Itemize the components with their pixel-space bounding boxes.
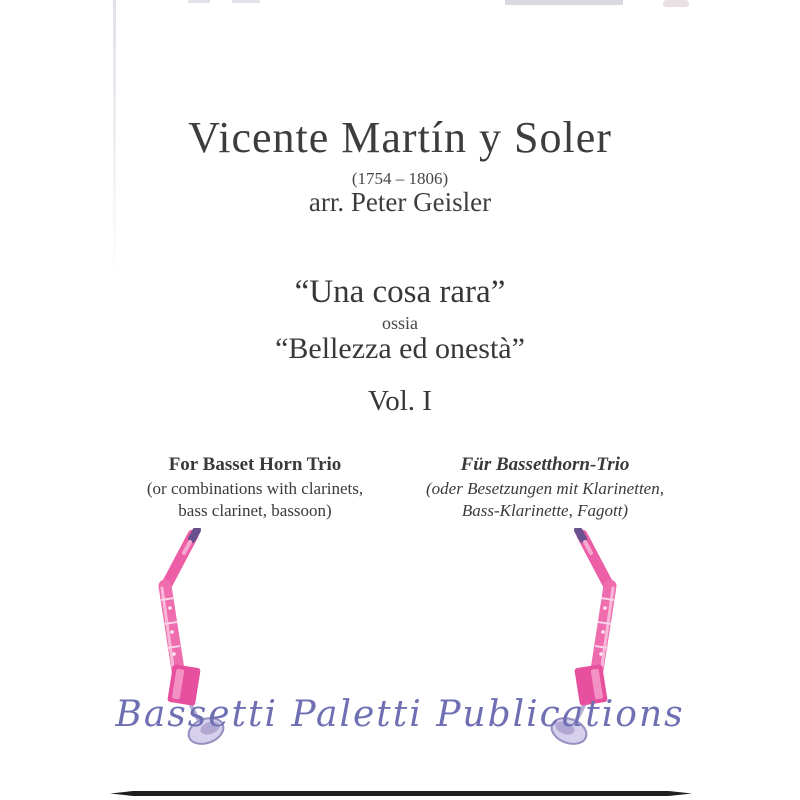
work-subtitle: “Bellezza ed onestà” — [275, 332, 525, 365]
scan-artifact — [188, 0, 210, 3]
instrumentation-german-line1: (oder Besetzungen mit Klarinetten, — [426, 478, 664, 498]
instrumentation-german — [400, 453, 690, 522]
instrumentation-english-line2: bass clarinet, bassoon) — [178, 500, 332, 520]
instrumentation-german-line2: Bass-Klarinette, Fagott) — [461, 500, 629, 520]
page-bottom-edge — [110, 791, 692, 796]
instrumentation-english — [110, 453, 400, 522]
instrumentation-german-heading: Für Bassetthorn-Trio — [460, 454, 630, 475]
scan-artifact — [663, 0, 689, 7]
composer-dates: (1754 – 1806) — [351, 169, 449, 188]
instrumentation-english-line1: (or combinations with clarinets, — [146, 478, 364, 498]
volume-label: Vol. I — [368, 385, 432, 417]
scan-artifact — [232, 0, 260, 3]
publisher-name: Bassetti Paletti Publications — [115, 694, 685, 735]
instrumentation-row — [110, 453, 690, 522]
arranger-credit: arr. Peter Geisler — [308, 187, 492, 217]
ossia-label: ossia — [382, 313, 418, 333]
composer-name: Vicente Martín y Soler — [188, 113, 612, 162]
work-title: “Una cosa rara” — [294, 274, 506, 310]
instrumentation-english-heading: For Basset Horn Trio — [168, 454, 342, 475]
scan-artifact — [505, 0, 623, 5]
